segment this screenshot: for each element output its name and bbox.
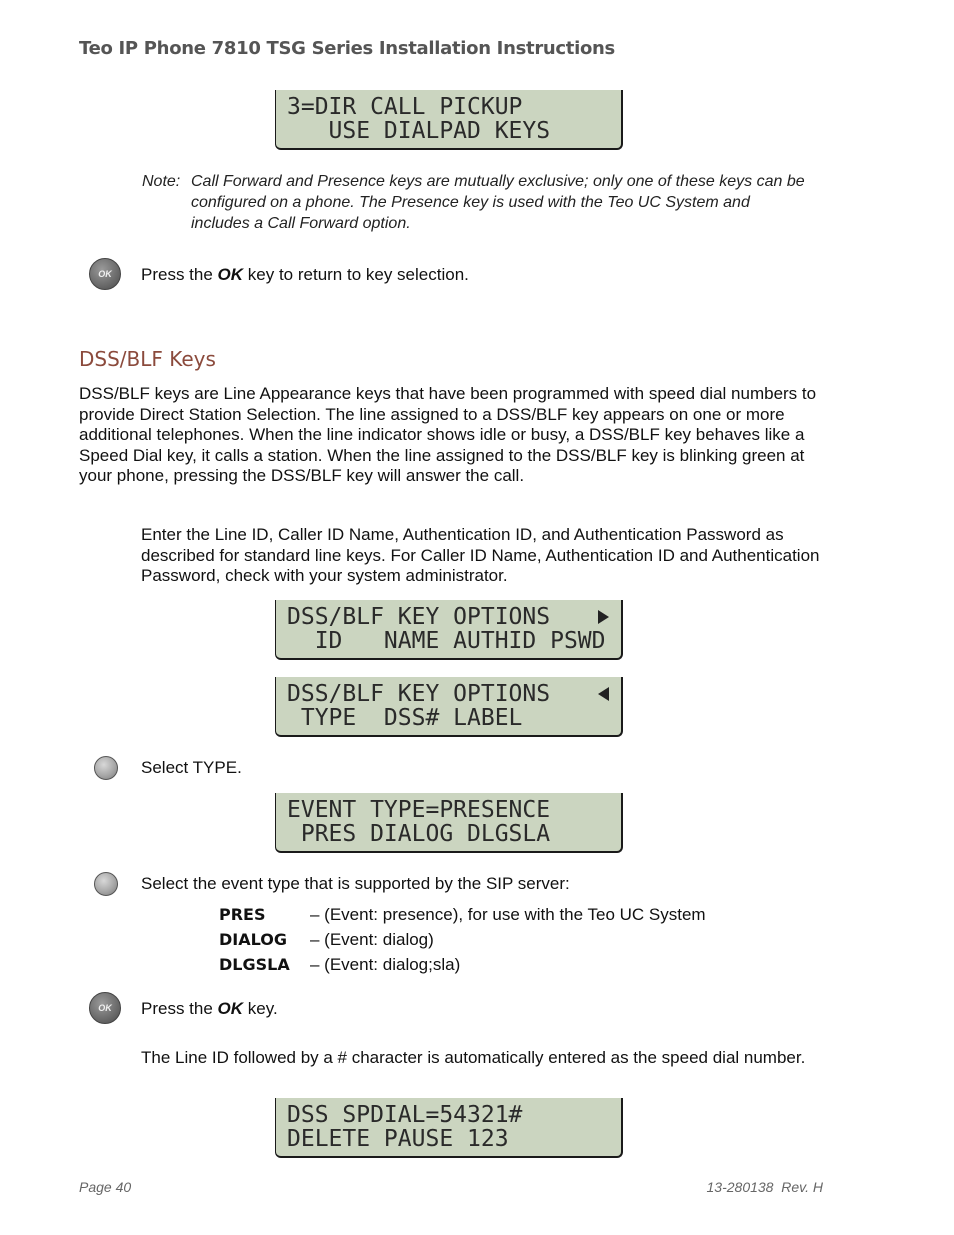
lcd-line-1: 3=DIR CALL PICKUP [287, 94, 523, 120]
lcd-line-2: USE DIALPAD KEYS [287, 118, 551, 144]
lcd-display-dir-call-pickup [275, 90, 623, 150]
event-type-term: DIALOG [219, 930, 287, 949]
step-select-type: Select TYPE. [141, 758, 242, 777]
step-text-prefix: Press the [141, 265, 218, 284]
lcd-line-1: DSS/BLF KEY OPTIONS [287, 681, 551, 707]
left-arrow-icon [598, 687, 609, 701]
lcd-line-2: TYPE DSS# LABEL [287, 705, 523, 731]
ok-key-label: OK [98, 269, 112, 279]
lcd-display-key-options-2 [275, 677, 623, 737]
footer-page-number: Page 40 [79, 1179, 132, 1195]
document-header-title: Teo IP Phone 7810 TSG Series Installation Instructions [79, 38, 615, 59]
step-press-ok [141, 999, 278, 1019]
lcd-line-2: ID NAME AUTHID PSWD [287, 628, 606, 654]
ok-key-label: OK [98, 1003, 112, 1013]
line-id-paragraph: The Line ID followed by a # character is automatically entered as the speed dial number. [141, 1048, 806, 1067]
ok-key-name: OK [217, 999, 244, 1018]
step-text-prefix: Press the [141, 999, 218, 1018]
navigation-key-icon [94, 756, 118, 780]
enter-credentials-paragraph: Enter the Line ID, Caller ID Name, Authentication ID, and Authentication Password as described for standard line keys. For Caller ID Name, Authentication ID and Authentication Password, check with your system administrator. [141, 525, 820, 585]
section-heading-dss-blf: DSS/BLF Keys [79, 347, 216, 371]
intro-paragraph: DSS/BLF keys are Line Appearance keys that have been programmed with speed dial numbers to provide Direct Station Selection. The line assigned to a DSS/BLF key appears on one or more additional telephones. When the line indicator shows idle or busy, a DSS/BLF key behaves like a Speed Dial key, it calls a station. When the line assigned to the DSS/BLF key is blinking green at your phone, pressing the DSS/BLF key will answer the call. [79, 384, 817, 485]
lcd-line-2: DELETE PAUSE 123 [287, 1126, 509, 1152]
lcd-display-event-type [275, 793, 623, 853]
lcd-display-speed-dial [275, 1098, 623, 1158]
right-arrow-icon [598, 610, 609, 624]
step-select-event-type: Select the event type that is supported by the SIP server: [141, 874, 570, 893]
lcd-line-1: EVENT TYPE=PRESENCE [287, 797, 551, 823]
ok-key-icon [89, 992, 121, 1024]
event-type-term: PRES [219, 905, 266, 924]
ok-key-name: OK [217, 265, 244, 284]
lcd-line-2: PRES DIALOG DLGSLA [287, 821, 551, 847]
step-press-ok-return [141, 265, 469, 285]
event-type-description: – (Event: dialog) [310, 930, 434, 949]
event-type-description: – (Event: dialog;sla) [310, 955, 461, 974]
event-type-term: DLGSLA [219, 955, 290, 974]
lcd-display-key-options-1 [275, 600, 623, 660]
event-type-description: – (Event: presence), for use with the Teo UC System [310, 905, 706, 924]
navigation-key-icon [94, 872, 118, 896]
note-text: Call Forward and Presence keys are mutually exclusive; only one of these keys can be configured on a phone. The Presence key is used with the Teo UC System and includes a Call Forward option. [191, 173, 805, 232]
lcd-line-1: DSS SPDIAL=54321# [287, 1102, 523, 1128]
note-label: Note: [142, 173, 181, 190]
ok-key-icon [89, 258, 121, 290]
footer-document-number: 13-280138 Rev. H [706, 1179, 823, 1195]
step-text-suffix: key. [243, 999, 278, 1018]
step-text-suffix: key to return to key selection. [243, 265, 469, 284]
lcd-line-1: DSS/BLF KEY OPTIONS [287, 604, 551, 630]
